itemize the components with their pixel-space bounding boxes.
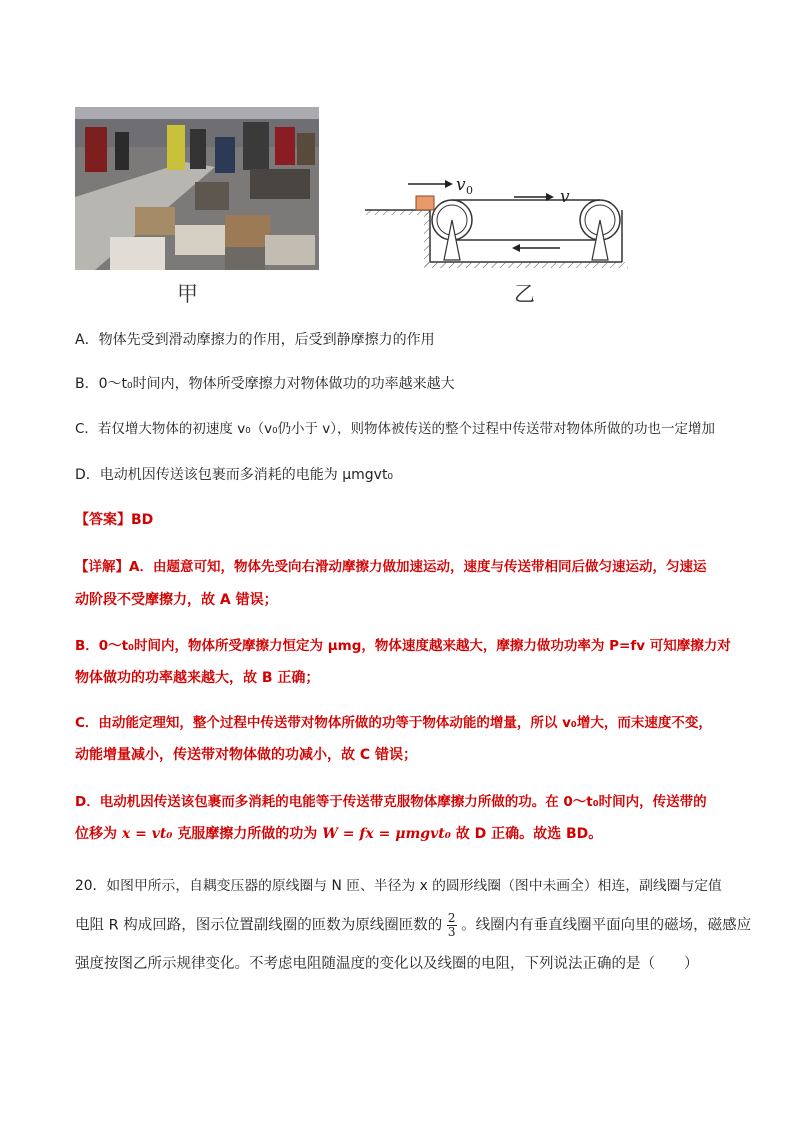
- detail-a-line2: 动阶段不受摩擦力，故 A 错误；: [75, 592, 278, 608]
- detail-c-line1: C．由动能定理知，整个过程中传送带对物体所做的功等于物体动能的增量，所以 v₀增大，而末速度不变，: [75, 715, 712, 731]
- label-v0: v: [456, 175, 466, 195]
- fraction-denominator: 3: [447, 925, 456, 939]
- detail-b-line2: 物体做功的功率越来越大，故 B 正确；: [75, 670, 320, 686]
- detail-c-line2: 动能增量减小，传送带对物体做的功减小，故 C 错误；: [75, 747, 418, 763]
- detail-d-text-a: 位移为: [75, 826, 117, 842]
- figure-caption-a: 甲: [177, 282, 198, 306]
- detail-d-line1: D．电动机因传送该包裹而多消耗的电能等于传送带克服物体摩擦力所做的功。在 0～t₀时间内，传送带的: [75, 794, 707, 810]
- answer-label: 【答案】BD: [75, 512, 154, 528]
- option-d: D．电动机因传送该包裹而多消耗的电能为 μmgvt₀: [75, 467, 394, 483]
- fraction-numerator: 2: [447, 911, 456, 925]
- label-v0-subscript: 0: [466, 184, 473, 197]
- detail-b-line1: B．0～t₀时间内，物体所受摩擦力恒定为 μmg，物体速度越来越大，摩擦力做功功率为 P=fv 可知摩擦力对: [75, 638, 731, 654]
- warehouse-photo: [75, 107, 319, 270]
- label-v: v: [560, 187, 570, 207]
- detail-d-text-b: 克服摩擦力所做的功为: [177, 826, 318, 842]
- detail-d-line2: [75, 824, 602, 844]
- question20-text-b: 。线圈内有垂直线圈平面向里的磁场，磁感应: [461, 917, 752, 934]
- question20-line3: 强度按图乙所示规律变化。不考虑电阻随温度的变化以及线圈的电阻，下列说法正确的是（ ）: [75, 956, 699, 972]
- option-a: A．物体先受到滑动摩擦力的作用，后受到静摩擦力的作用: [75, 332, 435, 348]
- detail-a-line1: 【详解】A．由题意可知，物体先受向右滑动摩擦力做加速运动，速度与传送带相同后做匀速运动，匀速运: [75, 559, 707, 575]
- option-c: C．若仅增大物体的初速度 v₀（v₀仍小于 v），则物体被传送的整个过程中传送带对物体所做的功也一定增加: [75, 421, 716, 437]
- fraction-two-thirds: [447, 912, 457, 939]
- figure-caption-b: 乙: [514, 282, 535, 306]
- detail-d-formula-w: W = fx = μmgvt₀: [322, 826, 451, 842]
- question20-text-a: 电阻 R 构成回路，图示位置副线圈的匝数为原线圈匝数的: [75, 917, 443, 934]
- option-b: B．0～t₀时间内，物体所受摩擦力对物体做功的功率越来越大: [75, 376, 455, 392]
- detail-d-formula-x: x = vt₀: [121, 826, 173, 842]
- question20-line1: 20．如图甲所示，自耦变压器的原线圈与 N 匝、半径为 x 的圆形线圈（图中未画全）相连，副线圈与定值: [75, 878, 722, 894]
- question20-line2: [75, 912, 751, 939]
- detail-d-text-c: 故 D 正确。故选 BD。: [455, 826, 603, 842]
- conveyor-belt-diagram: [360, 170, 630, 270]
